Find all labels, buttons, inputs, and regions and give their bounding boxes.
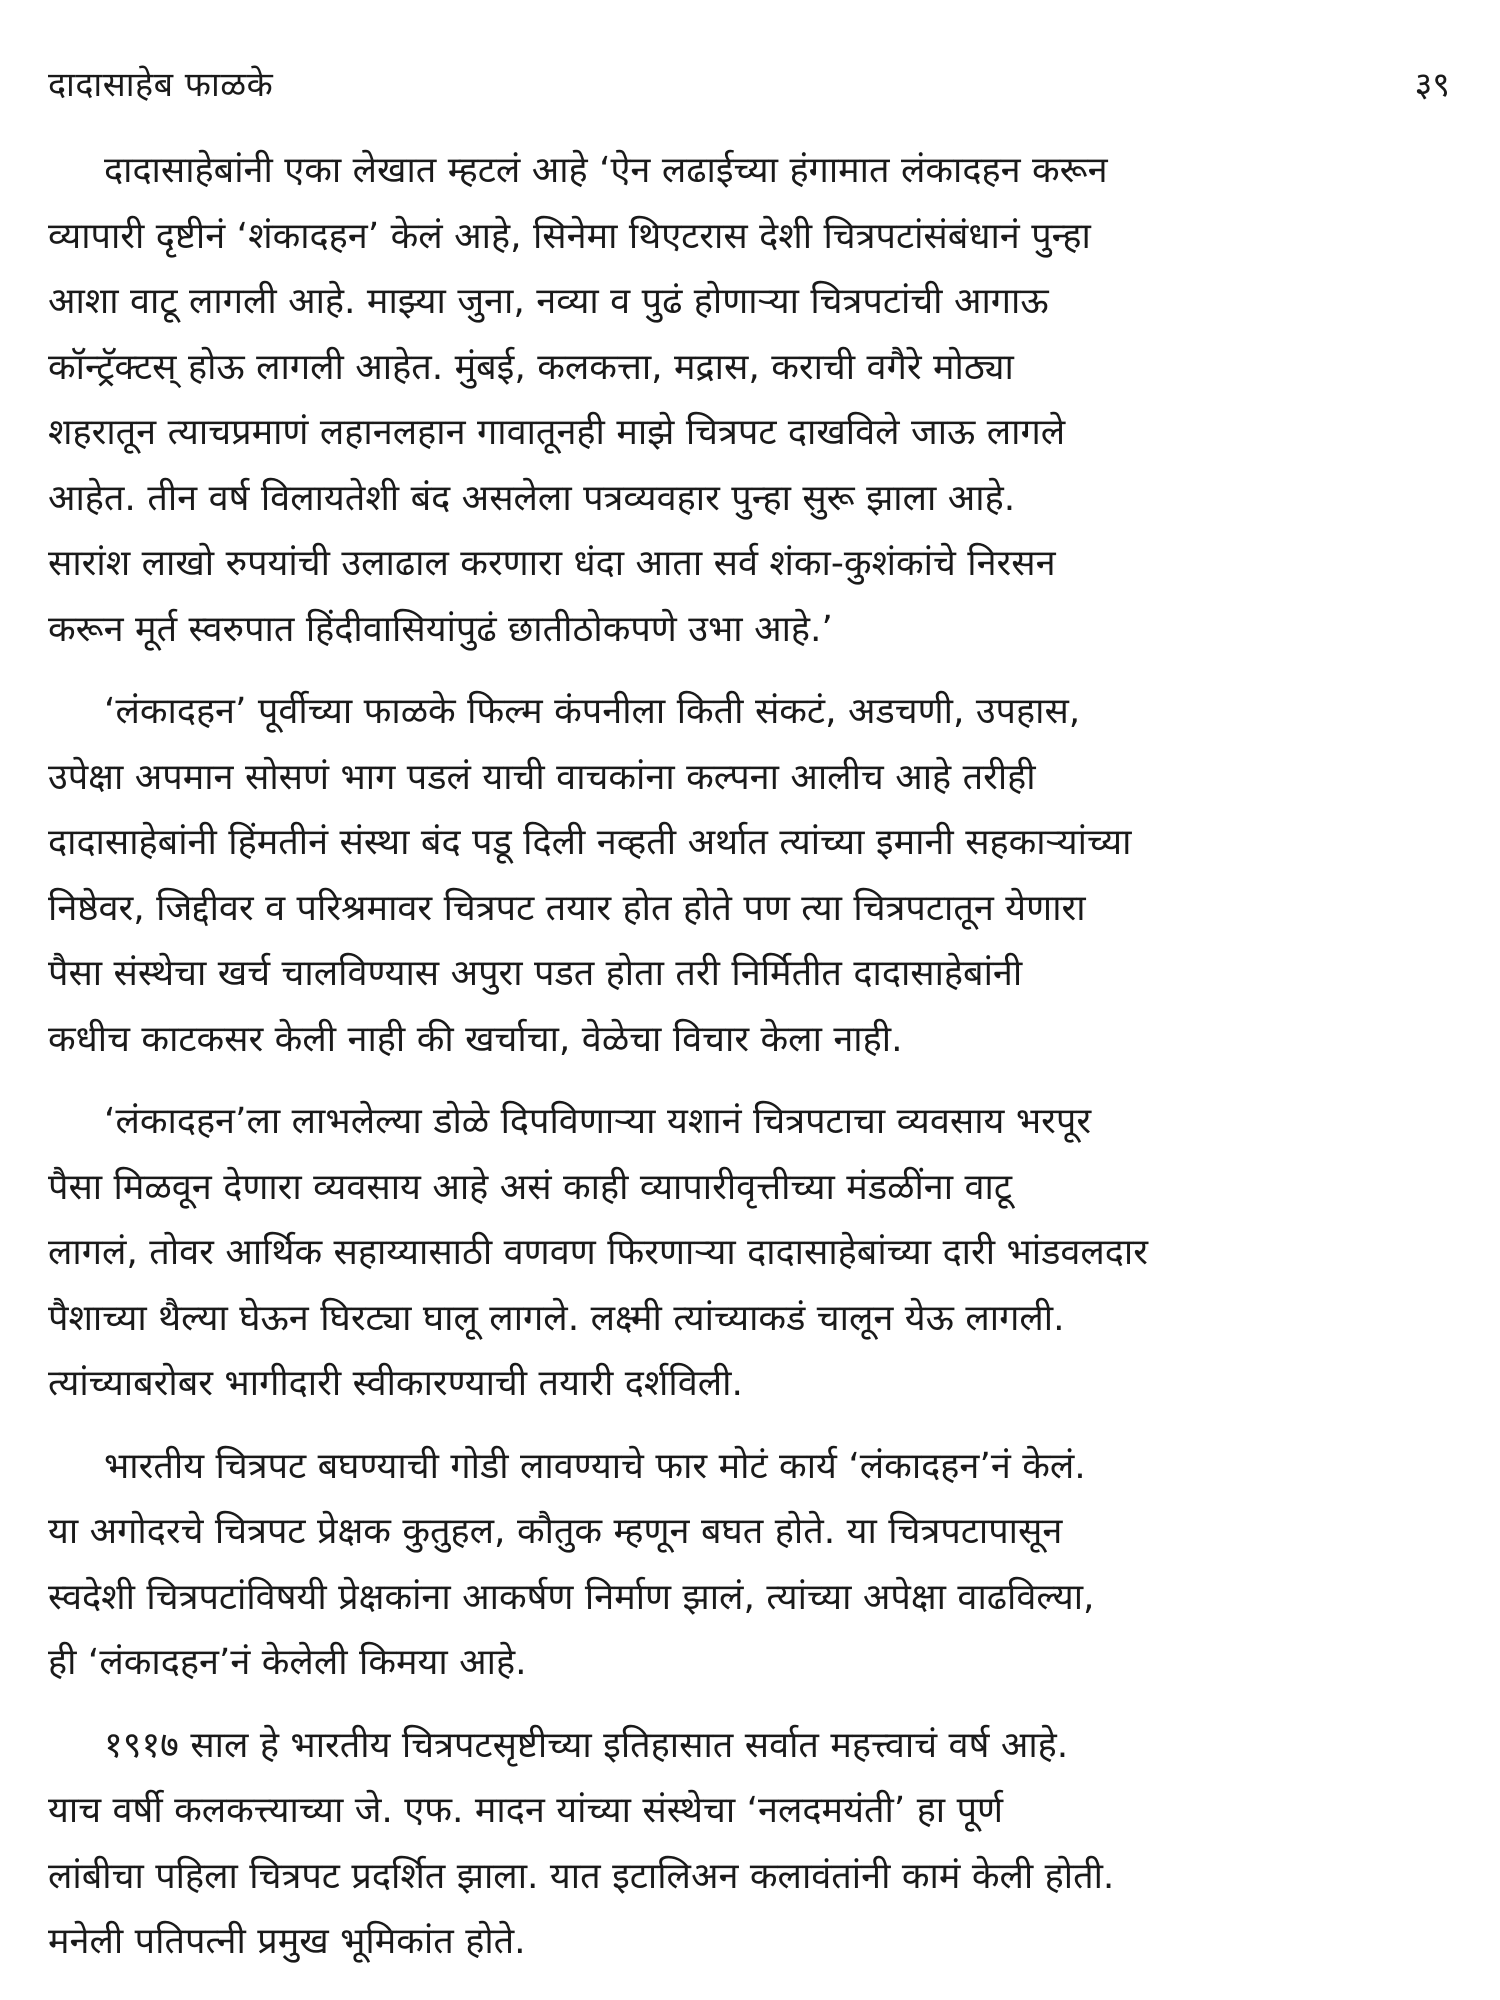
text-line: ‘लंकादहन’ पूर्वीच्या फाळके फिल्म कंपनीला किती संकटं, अडचणी, उपहास, — [104, 691, 1081, 732]
text-line: करून मूर्त स्वरुपात हिंदीवासियांपुढं छातीठोकपणे उभा आहे.’ — [48, 608, 833, 650]
text-line: सारांश लाखो रुपयांची उलाढाल करणारा धंदा आता सर्व शंका-कुशंकांचे निरसन — [48, 543, 1056, 584]
text-line: लागलं, तोवर आर्थिक सहाय्यासाठी वणवण फिरणाऱ्या दादासाहेबांच्या दारी भांडवलदार — [48, 1232, 1148, 1273]
text-line: याच वर्षी कलकत्त्याच्या जे. एफ. मादन यांच्या संस्थेचा ‘नलदमयंती’ हा पूर्ण — [48, 1790, 1004, 1831]
text-line: दादासाहेबांनी हिंमतीनं संस्था बंद पडू दिली नव्हती अर्थात त्यांच्या इमानी सहकाऱ्यांच्या — [48, 822, 1132, 863]
text-line: लांबीचा पहिला चित्रपट प्रदर्शित झाला. यात इटालिअन कलावंतांनी कामं केली होती. — [48, 1855, 1115, 1897]
text-line: दादासाहेबांनी एका लेखात म्हटलं आहे ‘ऐन लढाईच्या हंगामात लंकादहन करून — [104, 150, 1108, 191]
text-line: या अगोदरचे चित्रपट प्रेक्षक कुतुहल, कौतुक म्हणून बघत होते. या चित्रपटापासून — [48, 1511, 1063, 1552]
text-line: आहेत. तीन वर्ष विलायतेशी बंद असलेला पत्रव्यवहार पुन्हा सुरू झाला आहे. — [48, 477, 1016, 519]
text-line: कधीच काटकसर केली नाही की खर्चाचा, वेळेचा विचार केला नाही. — [48, 1018, 903, 1060]
paragraph — [48, 138, 1460, 662]
text-line: त्यांच्याबरोबर भागीदारी स्वीकारण्याची तयारी दर्शविली. — [48, 1363, 743, 1404]
text-line: शहरातून त्याचप्रमाणं लहानलहान गावातूनही माझे चित्रपट दाखविले जाऊ लागले — [48, 412, 1066, 453]
text-line: भारतीय चित्रपट बघण्याची गोडी लावण्याचे फार मोटं कार्य ‘लंकादहन’नं केलं. — [104, 1445, 1086, 1487]
text-line: आशा वाटू लागली आहे. माझ्या जुना, नव्या व पुढं होणाऱ्या चित्रपटांची आगाऊ — [48, 281, 1049, 322]
paragraph — [48, 1089, 1460, 1417]
text-line: पैसा मिळवून देणारा व्यवसाय आहे असं काही व्यापारीवृत्तीच्या मंडळींना वाटू — [48, 1166, 1013, 1208]
text-line: निष्ठेवर, जिद्दीवर व परिश्रमावर चित्रपट तयार होत होते पण त्या चित्रपटातून येणारा — [48, 887, 1086, 929]
text-line: पैसा संस्थेचा खर्च चालविण्यास अपुरा पडत होता तरी निर्मितीत दादासाहेबांनी — [48, 953, 1023, 994]
text-line: कॉन्ट्रॅक्टस् होऊ लागली आहेत. मुंबई, कलकत्ता, मद्रास, कराची वगैरे मोठ्या — [48, 346, 1014, 388]
paragraph — [48, 1713, 1460, 1975]
text-line: व्यापारी दृष्टीनं ‘शंकादहन’ केलं आहे, सिनेमा थिएटरास देशी चित्रपटांसंबंधानं पुन्हा — [48, 215, 1091, 257]
paragraph — [48, 1434, 1460, 1696]
page-number: ३९ — [1414, 65, 1450, 105]
text-line: उपेक्षा अपमान सोसणं भाग पडलं याची वाचकांना कल्पना आलीच आहे तरीही — [48, 756, 1036, 798]
text-line: मनेली पतिपत्नी प्रमुख भूमिकांत होते. — [48, 1921, 526, 1962]
text-line: पैशाच्या थैल्या घेऊन घिरट्या घालू लागले. लक्ष्मी त्यांच्याकडं चालून येऊ लागली. — [48, 1297, 1065, 1339]
text-line: ही ‘लंकादहन’नं केलेली किमया आहे. — [48, 1642, 527, 1683]
text-line: ‘लंकादहन’ला लाभलेल्या डोळे दिपविणाऱ्या यशानं चित्रपटाचा व्यवसाय भरपूर — [104, 1101, 1092, 1142]
page-header — [48, 60, 1460, 120]
body-text — [48, 138, 1460, 1975]
text-line: १९१७ साल हे भारतीय चित्रपटसृष्टीच्या इतिहासात सर्वात महत्त्वाचं वर्ष आहे. — [104, 1724, 1069, 1766]
paragraph — [48, 679, 1460, 1072]
book-title: दादासाहेब फाळके — [48, 65, 274, 105]
text-line: स्वदेशी चित्रपटांविषयी प्रेक्षकांना आकर्षण निर्माण झालं, त्यांच्या अपेक्षा वाढविल्या, — [48, 1576, 1095, 1618]
